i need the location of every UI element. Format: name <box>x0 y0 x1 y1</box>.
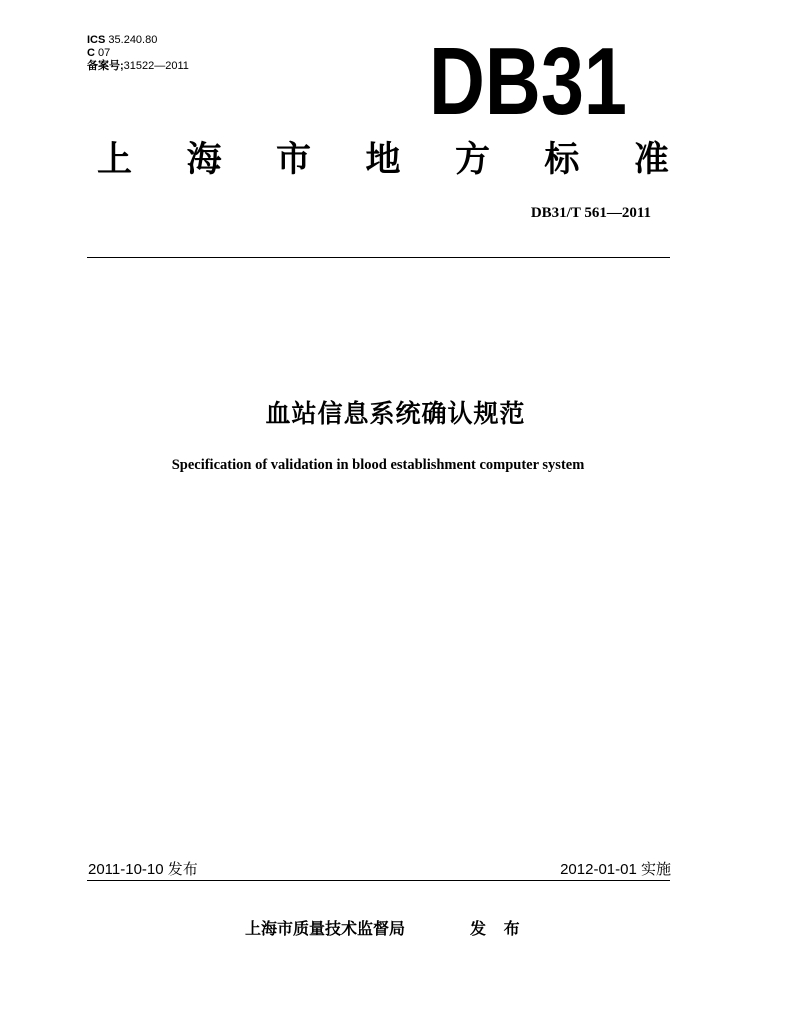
db31-logo <box>428 28 628 135</box>
document-title-english: Specification of validation in blood establishment computer system <box>171 457 585 473</box>
standard-type-char: 准 <box>633 140 669 180</box>
filing-line <box>87 60 189 73</box>
publish-action: 发 布 <box>470 919 526 938</box>
filing-separator: ; <box>120 60 124 72</box>
standard-type-title <box>97 140 669 180</box>
db31-logo-text: DB31 <box>429 28 627 135</box>
filing-number: 31522—2011 <box>123 60 189 72</box>
standard-type-char: 海 <box>186 140 222 180</box>
filing-label: 备案号 <box>87 60 120 72</box>
document-title-chinese: 血站信息系统确认规范 <box>265 399 526 428</box>
ccs-line <box>87 47 189 60</box>
standard-type-char: 方 <box>454 140 490 180</box>
ics-line <box>87 34 189 47</box>
ics-label: ICS <box>87 34 106 46</box>
standard-type-char: 地 <box>365 140 401 180</box>
document-metadata <box>87 34 189 73</box>
standard-type-char: 市 <box>275 140 311 180</box>
standard-type-char: 上 <box>97 140 133 180</box>
issue-date: 2011-10-10 发布 <box>88 861 198 878</box>
footer-divider <box>87 880 670 881</box>
ccs-code: 07 <box>98 47 111 59</box>
ccs-label: C <box>87 47 95 59</box>
publisher-name: 上海市质量技术监督局 <box>245 919 406 938</box>
standard-type-char: 标 <box>544 140 580 180</box>
effective-date: 2012-01-01 实施 <box>560 861 671 878</box>
ics-code: 35.240.80 <box>108 34 158 46</box>
standard-number: DB31/T 561—2011 <box>530 205 651 221</box>
header-divider <box>87 257 670 258</box>
